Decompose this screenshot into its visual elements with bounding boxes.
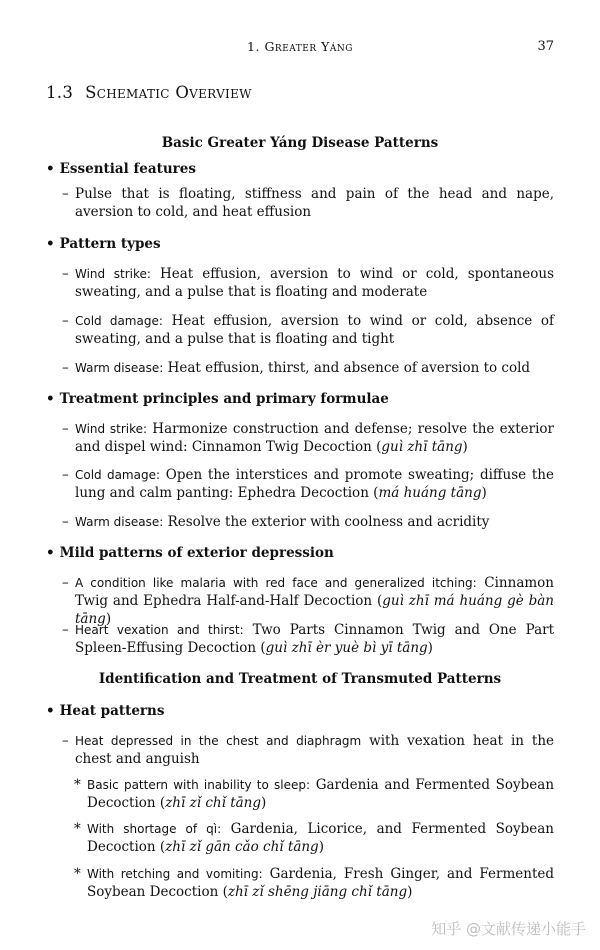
dash-glyph: –: [62, 266, 69, 282]
bullet-heat-patterns: [46, 702, 164, 720]
bullet-glyph: •: [46, 236, 55, 252]
dash-glyph: –: [62, 421, 69, 437]
item-text: Open the interstices and promote sweating; diffuse the lung and calm panting: Ephedra Decoction (: [75, 467, 554, 501]
item-text-tail: ): [407, 884, 413, 900]
bullet-glyph: •: [46, 391, 55, 407]
item-label: Basic pattern with inability to sleep:: [87, 778, 311, 792]
item-text-tail: ): [462, 439, 468, 455]
dash-glyph: –: [62, 313, 69, 329]
item-text: Heat effusion, thirst, and absence of aversion to cold: [167, 360, 531, 376]
star-glyph: *: [74, 821, 81, 837]
item-label: Wind strike:: [75, 267, 151, 281]
list-item: [62, 466, 554, 502]
dash-glyph: –: [62, 186, 69, 202]
item-text-tail: ): [318, 839, 324, 855]
bullet-glyph: •: [46, 161, 55, 177]
dash-glyph: –: [62, 360, 69, 376]
item-label: Cold damage:: [75, 314, 163, 328]
list-item: [62, 265, 554, 301]
list-item: [62, 621, 554, 657]
bullet-heading: Essential features: [59, 161, 196, 177]
dash-glyph: –: [62, 575, 69, 591]
pinyin-name: zhī zǐ gān cǎo chǐ tāng: [165, 839, 319, 855]
running-header: [0, 38, 600, 56]
item-text: Heat effusion, aversion to wind or cold, absence of sweating, and a pulse that is floating and tight: [75, 313, 555, 347]
subheading-transmuted-patterns: Identification and Treatment of Transmuted Patterns: [98, 671, 502, 687]
item-label: Warm disease:: [75, 515, 164, 529]
watermark: 知乎 @文献传递小能手: [431, 920, 586, 938]
sub-list-item: [74, 776, 554, 812]
dash-glyph: –: [62, 467, 69, 483]
item-text-tail: ): [481, 485, 487, 501]
sub-list-item: [74, 865, 554, 901]
item-text: Resolve the exterior with coolness and acridity: [167, 514, 490, 530]
section-number: 1.3: [46, 83, 74, 102]
item-text-tail: ): [427, 640, 433, 656]
item-text: Gardenia, Licorice, and Fermented Soybean Decoction (: [87, 821, 554, 855]
pinyin-name: má huáng tāng: [378, 485, 482, 501]
item-text-tail: ): [261, 795, 267, 811]
dash-glyph: –: [62, 733, 69, 749]
item-text: Cinnamon Twig and Ephedra Half-and-Half Decoction (: [75, 575, 554, 609]
item-label: Heart vexation and thirst:: [75, 623, 244, 637]
item-label: With shortage of qì:: [87, 822, 222, 836]
list-item: [62, 312, 554, 348]
bullet-heading: Heat patterns: [59, 703, 165, 719]
bullet-glyph: •: [46, 545, 55, 561]
list-item: [62, 359, 554, 377]
star-glyph: *: [74, 866, 81, 882]
pinyin-name: guì zhī tāng: [381, 439, 463, 455]
bullet-pattern-types: [46, 235, 161, 253]
item-text: Heat effusion, aversion to wind or cold, spontaneous sweating, and a pulse that is floating and moderate: [75, 266, 554, 300]
bullet-heading: Treatment principles and primary formulae: [59, 391, 389, 407]
bullet-heading: Pattern types: [59, 236, 161, 252]
sub-list-item: [74, 820, 554, 856]
item-text: Two Parts Cinnamon Twig and One Part Spleen-Effusing Decoction (: [75, 622, 554, 656]
list-item: [62, 513, 554, 531]
section-heading: [46, 84, 252, 102]
item-label: A condition like malaria with red face and generalized itching:: [75, 576, 477, 590]
list-item: [62, 185, 554, 221]
pinyin-name: zhī zǐ shēng jiāng chǐ tāng: [227, 884, 408, 900]
bullet-glyph: •: [46, 703, 55, 719]
subheading-basic-patterns: Basic Greater Yáng Disease Patterns: [161, 135, 439, 151]
bullet-treatment-principles: [46, 390, 389, 408]
item-text: Pulse that is floating, stiffness and pain of the head and nape, aversion to cold, and heat effusion: [75, 186, 554, 220]
pinyin-name: guì zhī má huáng gè bàn tāng: [75, 593, 554, 627]
list-item: [62, 732, 554, 768]
dash-glyph: –: [62, 514, 69, 530]
item-label: Warm disease:: [75, 361, 164, 375]
list-item: [62, 420, 554, 456]
item-text: Gardenia, Fresh Ginger, and Fermented Soybean Decoction (: [87, 866, 554, 900]
section-title: Schematic Overview: [85, 83, 252, 102]
bullet-essential-features: [46, 160, 196, 178]
item-text: with vexation heat in the chest and anguish: [75, 733, 555, 767]
bullet-mild-patterns: [46, 544, 334, 562]
item-label: With retching and vomiting:: [87, 867, 263, 881]
dash-glyph: –: [62, 622, 69, 638]
item-text-tail: ): [105, 611, 112, 627]
item-label: Wind strike:: [75, 422, 148, 436]
item-text: Harmonize construction and defense; resolve the exterior and dispel wind: Cinnamon Twig Decoction (: [75, 421, 554, 455]
item-text: Gardenia and Fermented Soybean Decoction (: [87, 777, 555, 811]
star-glyph: *: [74, 777, 81, 793]
pinyin-name: guì zhī èr yuè bì yī tāng: [265, 640, 428, 656]
list-item: [62, 574, 554, 628]
page-number: 37: [537, 39, 554, 54]
item-label: Heat depressed in the chest and diaphragm: [75, 734, 362, 748]
item-label: Cold damage:: [75, 468, 161, 482]
pinyin-name: zhī zǐ chǐ tāng: [165, 795, 261, 811]
chapter-title: 1. Greater Yáng: [247, 39, 353, 54]
bullet-heading: Mild patterns of exterior depression: [59, 545, 334, 561]
